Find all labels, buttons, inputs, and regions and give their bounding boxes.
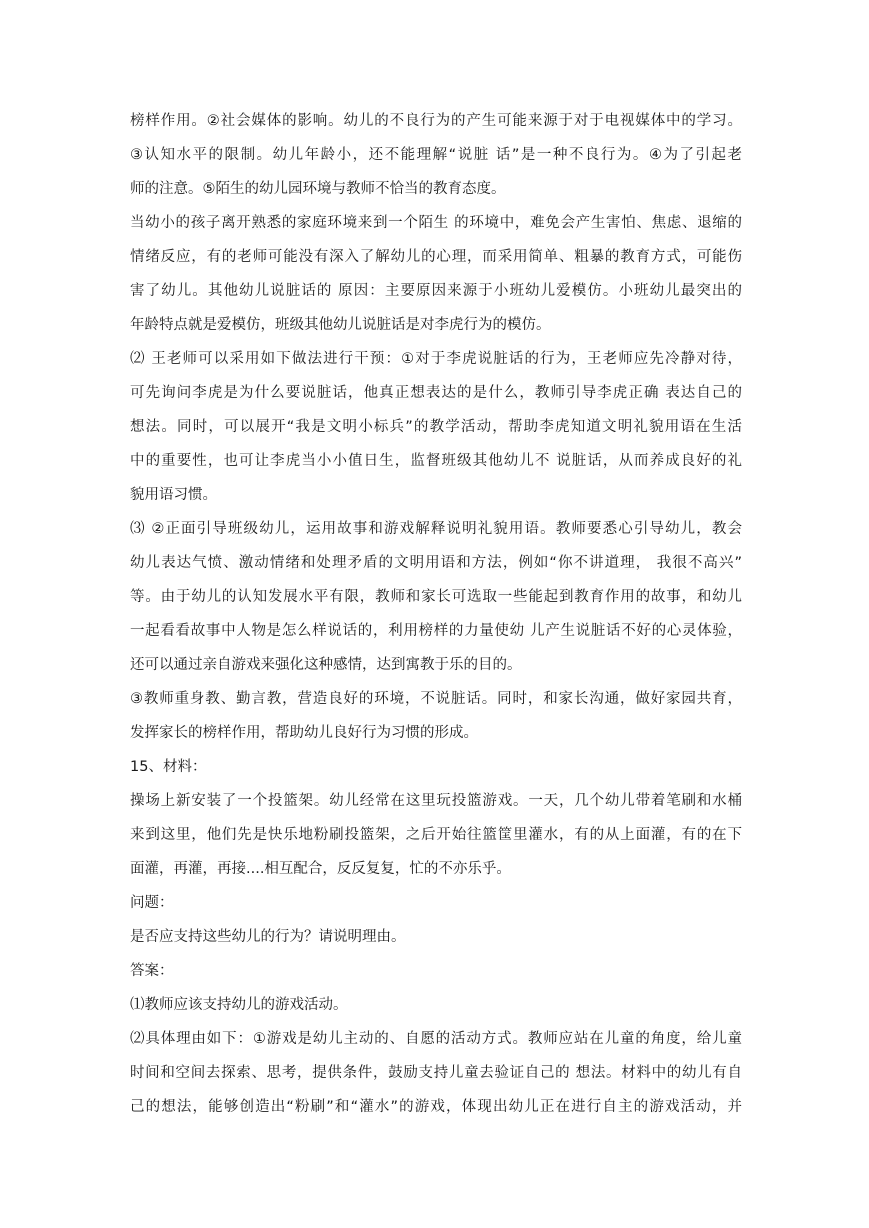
text-line: ⑴教师应该支持幼儿的游戏活动。 [130,997,348,1013]
text-line: ③教师重身教、勤言教，营造良好的环境，不说脏话。同时，和家长沟通，做好家园共育， [130,691,742,707]
text-line: 情绪反应，有的老师可能没有深入了解幼儿的心理，而采用简单、粗暴的教育方式，可能伤 [130,249,742,265]
text-line: 中的重要性，也可让李虎当小小值日生，监督班级其他幼儿不 说脏话，从而养成良好的礼 [130,453,742,469]
text-line: 可先询问李虎是为什么要说脏话，他真正想表达的是什么，教师引导李虎正确 表达自己的 [130,385,742,401]
text-line: ⑵具体理由如下：①游戏是幼儿主动的、自愿的活动方式。教师应站在儿童的角度，给儿童 [130,1031,742,1047]
question-label: 问题： [130,895,174,911]
question-text: 是否应支持这些幼儿的行为？请说明理由。 [130,929,406,945]
text-line: 操场上新安装了一个投篮架。幼儿经常在这里玩投篮游戏。一天，几个幼儿带着笔刷和水桶 [130,793,742,809]
text-line: 想法。同时，可以展开“我是文明小标兵”的教学活动，帮助李虎知道文明礼貌用语在生活 [130,419,742,435]
text-line: 年龄特点就是爱模仿，班级其他幼儿说脏话是对李虎行为的模仿。 [130,317,551,333]
document-body [130,104,742,1124]
text-line: 还可以通过亲自游戏来强化这种感情，达到寓教于乐的目的。 [130,657,522,673]
text-line: 发挥家长的榜样作用，帮助幼儿良好行为习惯的形成。 [130,725,478,741]
text-line: 当幼小的孩子离开熟悉的家庭环境来到一个陌生 的环境中，难免会产生害怕、焦虑、退缩的 [130,215,742,231]
text-line: 一起看看故事中人物是怎么样说话的，利用榜样的力量使幼 儿产生说脏话不好的心灵体验， [130,623,742,639]
text-line: 貌用语习惯。 [130,487,217,503]
text-line: 榜样作用。②社会媒体的影响。幼儿的不良行为的产生可能来源于对于电视媒体中的学习。 [130,113,742,129]
text-line: 来到这里，他们先是快乐地粉刷投篮架，之后开始往篮筐里灌水，有的从上面灌，有的在下 [130,827,742,843]
text-line: 时间和空间去探索、思考，提供条件，鼓励支持儿童去验证自己的 想法。材料中的幼儿有自 [130,1065,742,1081]
text-line: 己的想法，能够创造出“粉刷”和“灌水”的游戏，体现出幼儿正在进行自主的游戏活动，并 [130,1099,742,1115]
text-line: 害了幼儿。其他幼儿说脏话的 原因：主要原因来源于小班幼儿爱模仿。小班幼儿最突出的 [130,283,742,299]
text-line: ⑶ ②正面引导班级幼儿，运用故事和游戏解释说明礼貌用语。教师要悉心引导幼儿，教会 [130,521,742,537]
text-line: 等。由于幼儿的认知发展水平有限，教师和家长可选取一些能起到教育作用的故事，和幼儿 [130,589,742,605]
question-heading: 15、材料： [130,759,207,775]
text-line: 面灌，再灌，再接....相互配合，反反复复，忙的不亦乐乎。 [130,861,511,877]
text-line: 幼儿表达气愤、激动情绪和处理矛盾的文明用语和方法，例如“你不讲道理， 我很不高兴” [130,555,742,571]
text-line: ③认知水平的限制。幼儿年龄小，还不能理解“说脏 话”是一种不良行为。④为了引起老 [130,147,742,163]
text-line: ⑵ 王老师可以采用如下做法进行干预：①对于李虎说脏话的行为，王老师应先冷静对待， [130,351,742,367]
answer-label: 答案： [130,963,174,979]
text-line: 师的注意。⑤陌生的幼儿园环境与教师不恰当的教育态度。 [130,181,506,197]
